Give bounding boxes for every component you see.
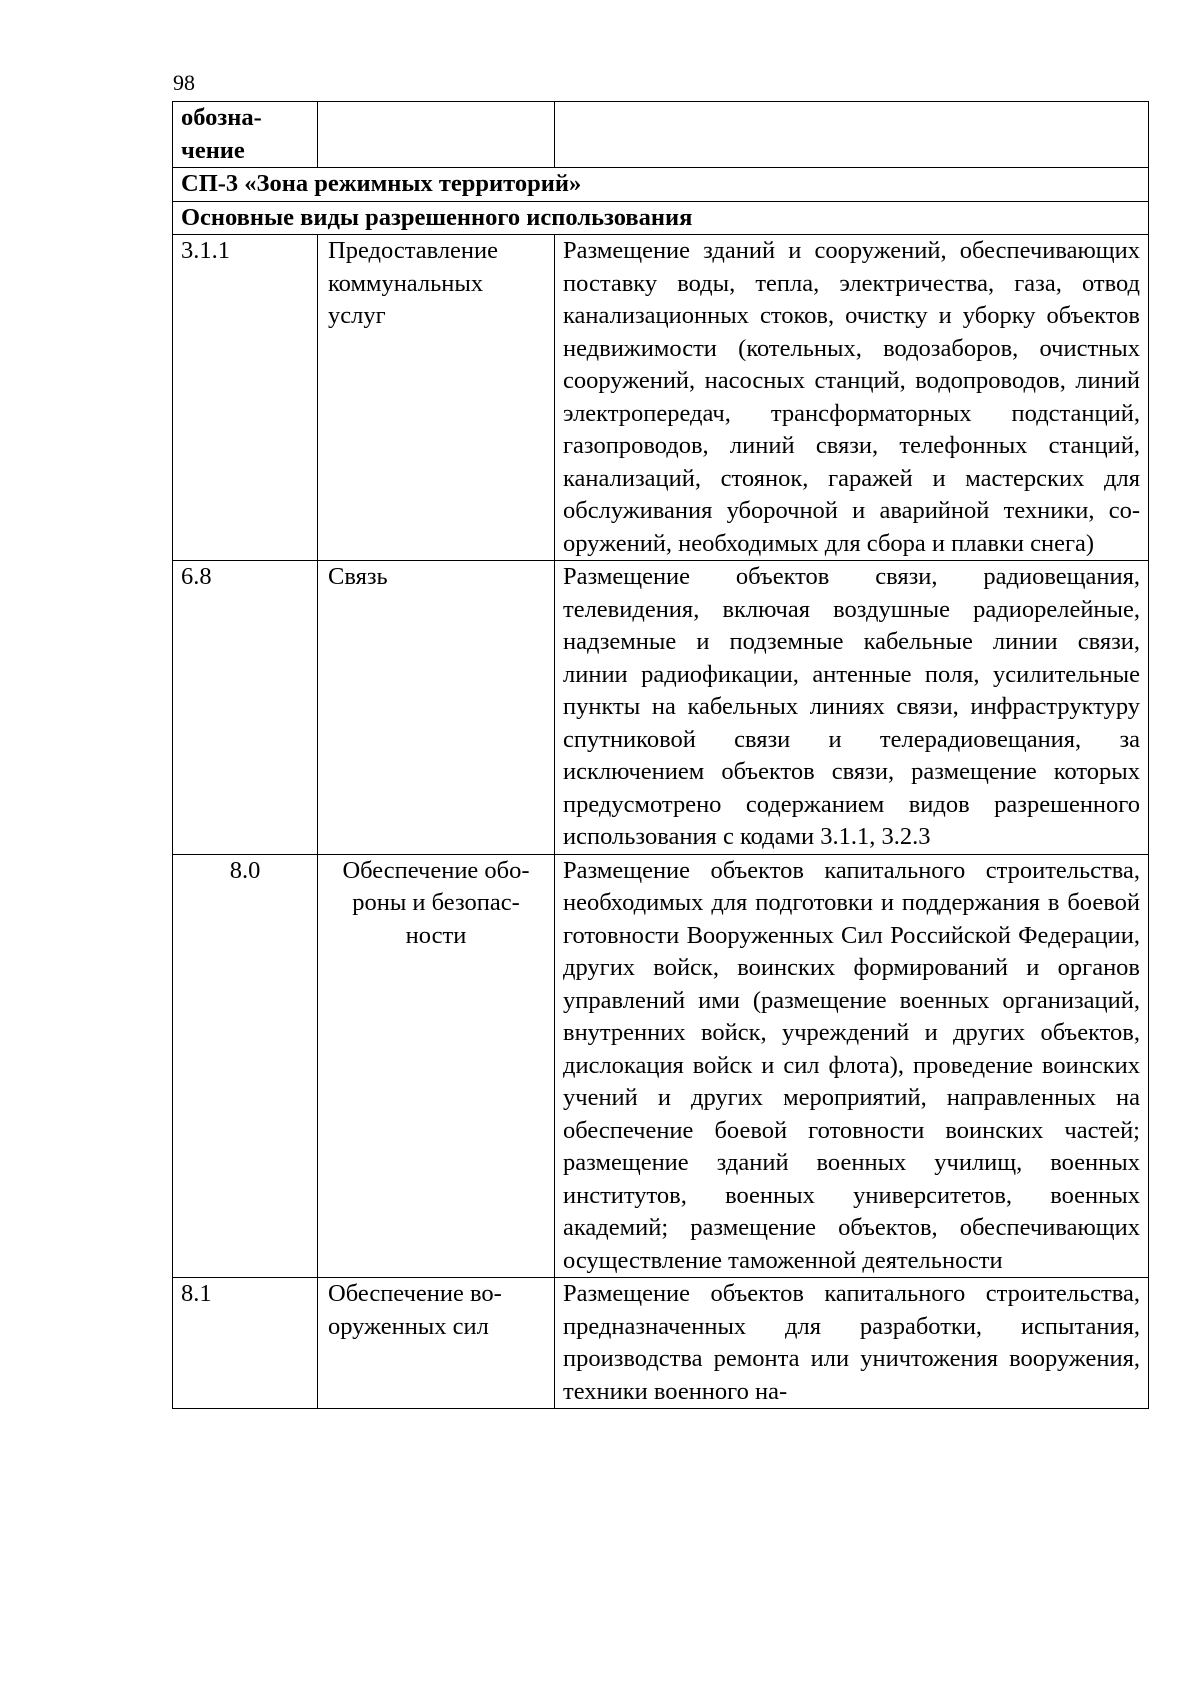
- row-name: Предоставление коммунальных услуг: [318, 235, 555, 561]
- header-cell-code: обозна- чение: [173, 102, 318, 168]
- row-name: Связь: [318, 561, 555, 855]
- section-title-row: [173, 201, 1149, 235]
- section-title: Основные виды разрешенного использования: [173, 201, 1149, 235]
- row-description: Размещение объектов связи, радиовещания, телевидения, включая воздушные радиорелейные, надземные и подземные кабельные линии связи, линии радиофикации, антенные поля, усилительные пункты на кабельных линиях связи, инфраструктуру спутниковой связи и телерадиовещания, за исключением объектов связи, размещение которых предусмотрено содержанием видов разрешенного использования с кодами 3.1.1, 3.2.3: [555, 561, 1149, 855]
- header-cell-description: [555, 102, 1149, 168]
- row-description: Размещение зданий и сооружений, обеспечивающих поставку воды, тепла, электричества, газа, отвод канализационных стоков, очистку и уборку объектов недвижимости (котельных, водозаборов, очистных сооружений, насосных станций, водопроводов, линий электропередач, трансформаторных подстанций, газопроводов, линий связи, телефонных станций, канализаций, стоянок, гаражей и мастерских для обслуживания уборочной и аварийной техники, сооружений, необходимых для сбора и плавки снега): [555, 235, 1149, 561]
- row-code: 6.8: [173, 561, 318, 855]
- row-code: 3.1.1: [173, 235, 318, 561]
- row-description: Размещение объектов капитального строительства, предназначенных для разработки, испытания, производства ремонта или уничтожения вооружения, техники военного на-: [555, 1278, 1149, 1409]
- table-row: [173, 1278, 1149, 1409]
- land-use-table: [172, 101, 1149, 1409]
- header-cell-name: [318, 102, 555, 168]
- table-row: [173, 235, 1149, 561]
- zone-title: СП-3 «Зона режимных территорий»: [173, 168, 1149, 202]
- row-code: 8.0: [173, 854, 318, 1278]
- row-name: Обеспечение вооруженных сил: [318, 1278, 555, 1409]
- row-code: 8.1: [173, 1278, 318, 1409]
- table-row: [173, 561, 1149, 855]
- table-row: [173, 854, 1149, 1278]
- table-header-fragment-row: [173, 102, 1149, 168]
- zone-title-row: [173, 168, 1149, 202]
- row-description: Размещение объектов капитального строительства, необходимых для подготовки и поддержания в боевой готовности Вооруженных Сил Российской Федерации, других войск, воинских формирований и органов управлений ими (размещение военных организаций, внутренних войск, учреждений и других объектов, дислокация войск и сил флота), проведение воинских учений и других мероприятий, направленных на обеспечение боевой готовности воинских частей; размещение зданий военных училищ, военных институтов, военных университетов, военных академий; размещение объектов, обеспечивающих осуществление таможенной деятельности: [555, 854, 1149, 1278]
- row-name: Обеспечение обороны и безопасности: [318, 854, 555, 1278]
- page-number: 98: [173, 70, 195, 95]
